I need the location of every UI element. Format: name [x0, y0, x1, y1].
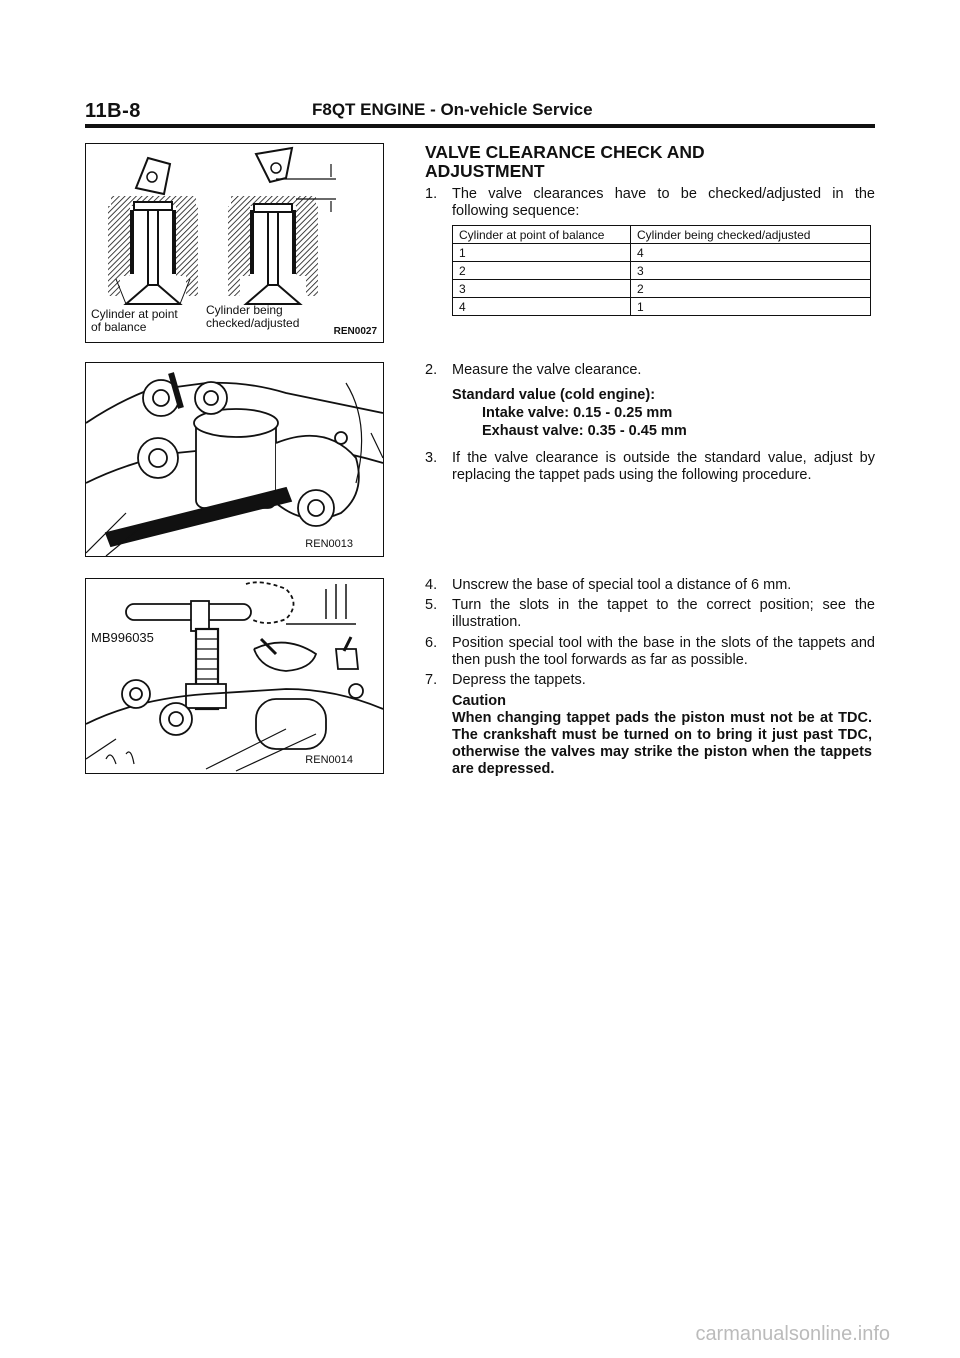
table-header-row — [453, 226, 871, 244]
step-1: 1. The valve clearances have to be checked/adjusted in the following sequence: — [425, 186, 875, 219]
figure-label-left: Cylinder at point of balance — [91, 307, 178, 334]
figure-special-tool — [85, 578, 384, 774]
step-5: 5. Turn the slots in the tappet to the correct position; see the illustration. — [425, 597, 875, 630]
caution-block — [452, 693, 872, 778]
table-cell: 4 — [453, 298, 631, 316]
page-title: F8QT ENGINE - On-vehicle Service — [312, 100, 593, 119]
table-row — [453, 280, 871, 298]
section-heading: VALVE CLEARANCE CHECK AND ADJUSTMENT — [425, 142, 705, 181]
caution-title: Caution — [452, 693, 506, 709]
figure-label-right: Cylinder being checked/adjusted — [206, 303, 300, 330]
table-row — [453, 298, 871, 316]
table-cell: 4 — [631, 244, 871, 262]
table-header-cell: Cylinder at point of balance — [453, 226, 631, 244]
table-cell: 3 — [631, 262, 871, 280]
figure-valve-clearance — [85, 143, 384, 343]
figure-ref: REN0013 — [305, 538, 353, 550]
standard-value-title: Standard value (cold engine): — [452, 387, 656, 403]
table-row — [453, 244, 871, 262]
page-number: 11B-8 — [85, 100, 141, 122]
exhaust-valve-spec: Exhaust valve: 0.35 - 0.45 mm — [482, 423, 687, 439]
table-cell: 2 — [631, 280, 871, 298]
header-rule — [85, 124, 875, 128]
sequence-table — [452, 225, 871, 316]
step-4: 4. Unscrew the base of special tool a distance of 6 mm. — [425, 577, 792, 593]
table-cell: 1 — [631, 298, 871, 316]
table-row — [453, 262, 871, 280]
left-cam — [108, 158, 198, 304]
table-cell: 1 — [453, 244, 631, 262]
caution-text: When changing tappet pads the piston must not be at TDC. The crankshaft must be turned on to bring it just past TDC, otherwise the valves may strike the piston when the tappets are depressed. — [452, 710, 872, 777]
special-tool-illustration — [86, 579, 383, 773]
right-cam — [228, 148, 336, 304]
figure-ref: REN0027 — [333, 326, 377, 337]
step-2: 2. Measure the valve clearance. — [425, 362, 642, 378]
step-6: 6. Position special tool with the base in the slots of the tappets and then push the tool forwards as far as possible. — [425, 635, 875, 668]
step-3: 3. If the valve clearance is outside the standard value, adjust by replacing the tappet pads using the following procedure. — [425, 450, 875, 483]
watermark: carmanualsonline.info — [695, 1323, 890, 1345]
figure-feeler-gauge — [85, 362, 384, 557]
table-header-cell: Cylinder being checked/adjusted — [631, 226, 871, 244]
step-7: 7. Depress the tappets. — [425, 672, 586, 688]
feeler-gauge-illustration — [86, 363, 383, 556]
table-cell: 3 — [453, 280, 631, 298]
table-cell: 2 — [453, 262, 631, 280]
intake-valve-spec: Intake valve: 0.15 - 0.25 mm — [482, 405, 673, 421]
tool-label: MB996035 — [91, 630, 154, 645]
figure-ref: REN0014 — [305, 754, 353, 766]
